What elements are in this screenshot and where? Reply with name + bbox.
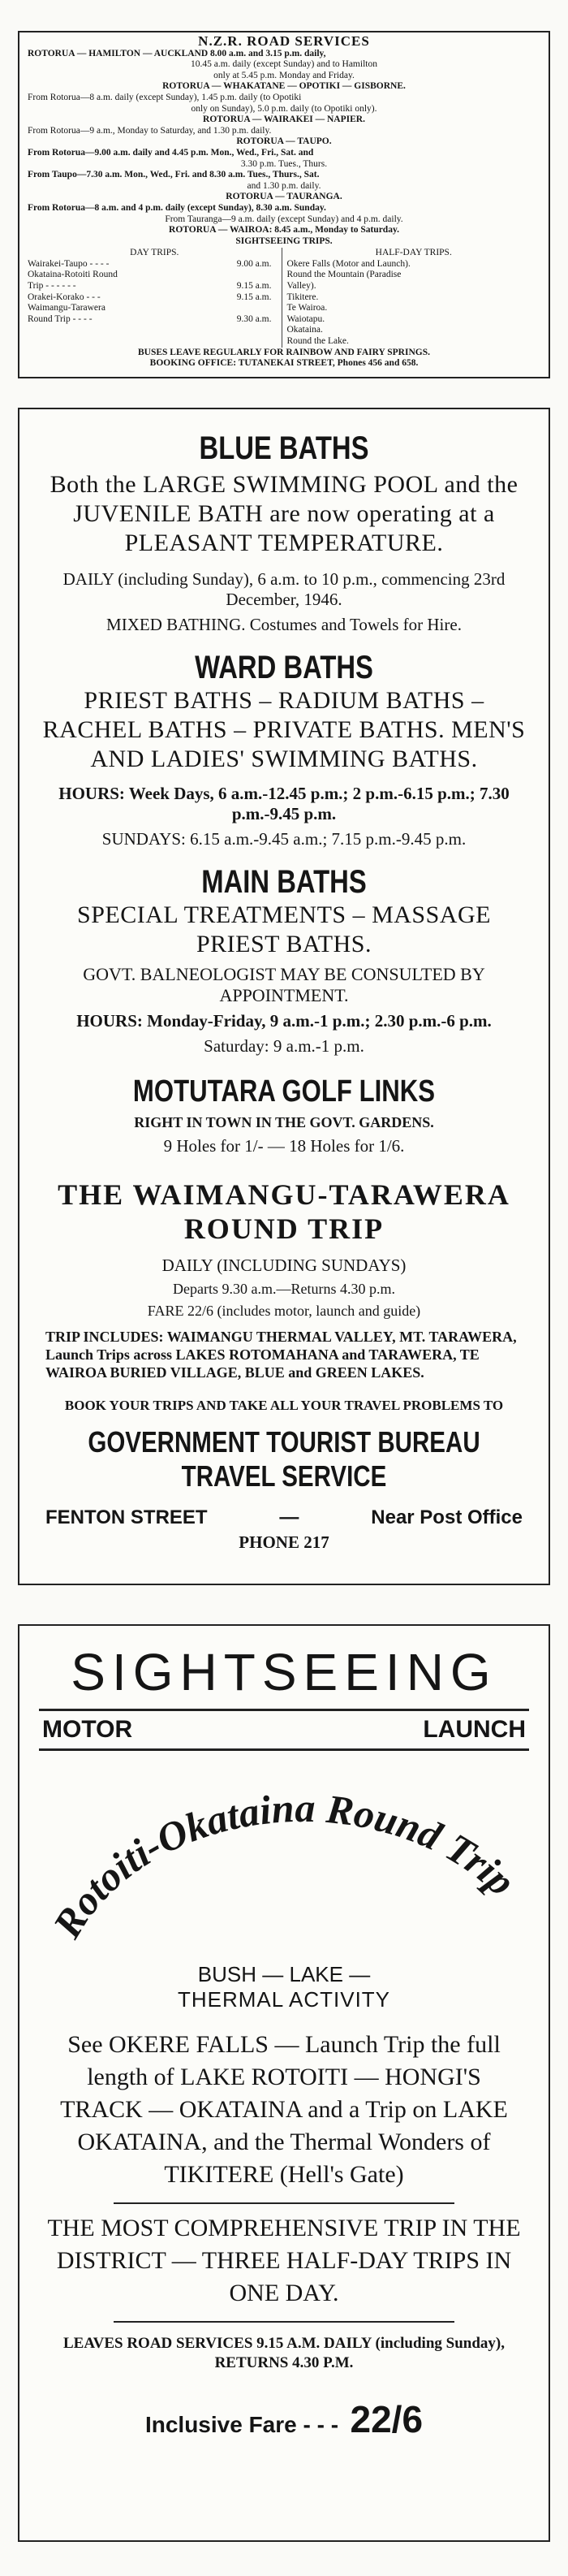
motor-label: MOTOR — [42, 1716, 133, 1743]
ward-baths-sundays: SUNDAYS: 6.15 a.m.-9.45 a.m.; 7.15 p.m.-9.45 p.m. — [101, 829, 467, 849]
most-comprehensive: THE MOST COMPREHENSIVE TRIP IN THE DISTRICT — THREE HALF-DAY TRIPS IN ONE DAY. — [47, 2215, 521, 2306]
blue-baths-mixed: MIXED BATHING. Costumes and Towels for Hire. — [106, 615, 462, 634]
day-trip-row — [28, 259, 282, 270]
arc-svg — [39, 1751, 534, 1962]
nzr-road-services-ad — [18, 31, 550, 378]
motor-launch-bar — [39, 1709, 529, 1751]
ward-baths-text: PRIEST BATHS – RADIUM BATHS – RACHEL BATHS – PRIVATE BATHS. MEN'S AND LADIES' SWIMMING BATHS. — [42, 687, 526, 772]
schedule-line: From Rotorua—9.00 a.m. daily and 4.45 p.m. Mon., Wed., Fri., Sat. and — [28, 147, 314, 158]
day-trip-time: 9.00 a.m. — [236, 258, 272, 269]
trip-departs: Departs 9.30 a.m.—Returns 4.30 p.m. — [173, 1281, 395, 1297]
schedule-line: From Tauranga—9 a.m. daily (except Sunday) and 4 p.m. daily. — [165, 214, 403, 224]
main-baths-hours: HOURS: Monday-Friday, 9 a.m.-1 p.m.; 2.30 p.m.-6 p.m. — [76, 1011, 492, 1031]
tourist-bureau-ad — [18, 408, 550, 1585]
fare-line — [39, 2397, 529, 2441]
day-trip-row — [28, 270, 282, 281]
schedule-line: ROTORUA — WAIRAKEI — NAPIER. — [203, 115, 365, 125]
trip-daily: DAILY (INCLUDING SUNDAYS) — [161, 1256, 407, 1275]
half-day-trips-column — [282, 248, 541, 347]
arc-text: Rotoiti-Okataina Round Trip — [44, 1784, 525, 1946]
schedule-line: ROTORUA — TAUPO. — [236, 136, 332, 147]
schedule-line: ROTORUA — WHAKATANE — OPOTIKI — GISBORNE. — [162, 81, 406, 92]
ad1-footer-buses: BUSES LEAVE REGULARLY FOR RAINBOW AND FAIRY SPRINGS. — [137, 347, 430, 357]
half-day-trip: Valley). — [286, 281, 316, 292]
trip-fare: FARE 22/6 (includes motor, launch and guide) — [147, 1303, 421, 1319]
bureau-title: GOVERNMENT TOURIST BUREAU — [88, 1425, 480, 1459]
schedule-line: From Rotorua—8 a.m. and 4 p.m. daily (except Sunday), 8.30 a.m. Sunday. — [28, 202, 326, 213]
blue-baths-text: Both the LARGE SWIMMING POOL and the JUVENILE BATH are now operating at a PLEASANT TEMPERATURE. — [49, 471, 519, 556]
schedule-line: only on Sunday), 5.0 p.m. daily (to Opotiki only). — [191, 103, 377, 114]
schedule-line: From Rotorua—9 a.m., Monday to Saturday, and 1.30 p.m. daily. — [28, 125, 272, 136]
schedule-line: only at 5.45 p.m. Monday and Friday. — [213, 70, 355, 80]
ad1-schedule — [28, 49, 540, 248]
sightseeing-launch-ad — [18, 1624, 550, 2542]
near-post-office: Near Post Office — [371, 1506, 523, 1528]
schedule-line: ROTORUA — TAURANGA. — [226, 192, 342, 202]
day-trip-time: 9.30 a.m. — [236, 313, 272, 324]
main-baths-saturday: Saturday: 9 a.m.-1 p.m. — [204, 1036, 364, 1056]
schedule-line: From Taupo—7.30 a.m. Mon., Wed., Fri. and 8.30 a.m. Tues., Thurs., Sat. — [28, 170, 320, 180]
main-baths-title: MAIN BATHS — [201, 864, 367, 900]
address-line — [42, 1506, 526, 1529]
schedule-line: ROTORUA — WAIROA: 8.45 a.m., Monday to Saturday. — [169, 225, 399, 236]
address-dash: — — [279, 1506, 299, 1528]
travel-service-title: TRAVEL SERVICE — [181, 1459, 387, 1493]
ward-baths-hours: HOURS: Week Days, 6 a.m.-12.45 p.m.; 2 p.m.-6.15 p.m.; 7.30 p.m.-9.45 p.m. — [58, 784, 510, 823]
half-day-trip: Round the Mountain (Paradise — [286, 270, 402, 280]
launch-label: LAUNCH — [423, 1716, 526, 1743]
half-day-trip: Te Wairoa. — [286, 303, 328, 313]
ad1-footer-booking: BOOKING OFFICE: TUTANEKAI STREET, Phones 456 and 658. — [149, 358, 419, 369]
fare-value: 22/6 — [350, 2398, 424, 2440]
day-trips-column — [28, 248, 282, 347]
book-line: BOOK YOUR TRIPS AND TAKE ALL YOUR TRAVEL PROBLEMS TO — [64, 1398, 504, 1413]
fare-label: Inclusive Fare - - - — [144, 2412, 339, 2437]
thermal-activity: THERMAL ACTIVITY — [177, 1987, 391, 2012]
ad1-title: N.Z.R. ROAD SERVICES — [198, 33, 370, 49]
half-day-trip: Tikitere. — [286, 292, 319, 302]
golf-holes: 9 Holes for 1/- — 18 Holes for 1/6. — [163, 1136, 405, 1156]
schedule-line: ROTORUA — HAMILTON — AUCKLAND 8.00 a.m. and 3.15 p.m. daily, — [28, 48, 326, 58]
sightseeing-title: SIGHTSEEING — [71, 1643, 497, 1701]
blue-baths-title: BLUE BATHS — [199, 430, 369, 466]
golf-subtitle: RIGHT IN TOWN IN THE GOVT. GARDENS. — [134, 1114, 434, 1130]
half-day-trip: Round the Lake. — [286, 336, 349, 347]
divider-2 — [114, 2321, 454, 2323]
trip-title-line1: THE WAIMANGU-TARAWERA — [58, 1178, 510, 1211]
day-trip-name: Orakei-Korako - - - — [28, 292, 101, 302]
day-trip-name: Okataina-Rotoiti Round — [28, 270, 118, 280]
day-trip-name: Wairakei-Taupo - - - - — [28, 258, 110, 269]
trip-description: See OKERE FALLS — Launch Trip the full length of LAKE ROTOITI — HONGI'S TRACK — OKATAINA and a Trip on LAKE OKATAINA, and the Thermal Wonders of TIKITERE (Hell's Gate) — [60, 2031, 508, 2188]
schedule-line: From Rotorua—8 a.m. daily (except Sunday), 1.45 p.m. daily (to Opotiki — [28, 92, 302, 102]
main-baths-text: SPECIAL TREATMENTS – MASSAGE PRIEST BATHS. — [77, 901, 491, 957]
half-day-trip: Okataina. — [286, 325, 323, 335]
day-trip-row — [28, 292, 282, 304]
day-trip-row — [28, 303, 282, 314]
day-trips-title: DAY TRIPS. — [130, 248, 179, 258]
day-trip-name: Round Trip - - - - — [28, 313, 93, 324]
divider — [114, 2202, 454, 2204]
blue-baths-hours: DAILY (including Sunday), 6 a.m. to 10 p.m., commencing 23rd December, 1946. — [62, 569, 506, 609]
half-day-trip: Waiotapu. — [286, 313, 325, 324]
fenton-street: FENTON STREET — [45, 1506, 208, 1528]
trip-includes: TRIP INCLUDES: WAIMANGU THERMAL VALLEY, MT. TARAWERA, Launch Trips across LAKES ROTOMAHANA and TARAWERA, TE WAIROA BURIED VILLAGE, BLUE and GREEN LAKES. — [45, 1329, 517, 1381]
day-trip-time: 9.15 a.m. — [236, 292, 272, 302]
day-trip-row — [28, 314, 282, 326]
half-day-trips-title: HALF-DAY TRIPS. — [375, 248, 452, 258]
day-trip-row — [28, 281, 282, 292]
schedule-line: 10.45 a.m. daily (except Sunday) and to Hamilton — [191, 59, 377, 70]
day-trip-name: Trip - - - - - - — [28, 281, 76, 292]
day-trip-time: 9.15 a.m. — [236, 281, 272, 292]
trip-title-line2: ROUND TRIP — [183, 1212, 385, 1245]
schedule-line: 3.30 p.m. Tues., Thurs. — [240, 158, 328, 169]
round-trip-arc — [39, 1751, 534, 1962]
phone: PHONE 217 — [239, 1532, 329, 1552]
main-baths-govt: GOVT. BALNEOLOGIST MAY BE CONSULTED BY APPOINTMENT. — [83, 964, 485, 1005]
leaves-line: LEAVES ROAD SERVICES 9.15 A.M. DAILY (including Sunday), RETURNS 4.30 P.M. — [63, 2335, 505, 2371]
golf-title: MOTUTARA GOLF LINKS — [132, 1074, 436, 1109]
ward-baths-title: WARD BATHS — [195, 650, 373, 685]
half-day-trip: Okere Falls (Motor and Launch). — [286, 258, 411, 269]
schedule-line: SIGHTSEEING TRIPS. — [235, 236, 333, 246]
ad1-trip-columns — [28, 248, 540, 347]
day-trip-name: Waimangu-Tarawera — [28, 303, 105, 313]
schedule-line: and 1.30 p.m. daily. — [247, 180, 321, 191]
bush-lake: BUSH — LAKE — — [197, 1962, 371, 1986]
